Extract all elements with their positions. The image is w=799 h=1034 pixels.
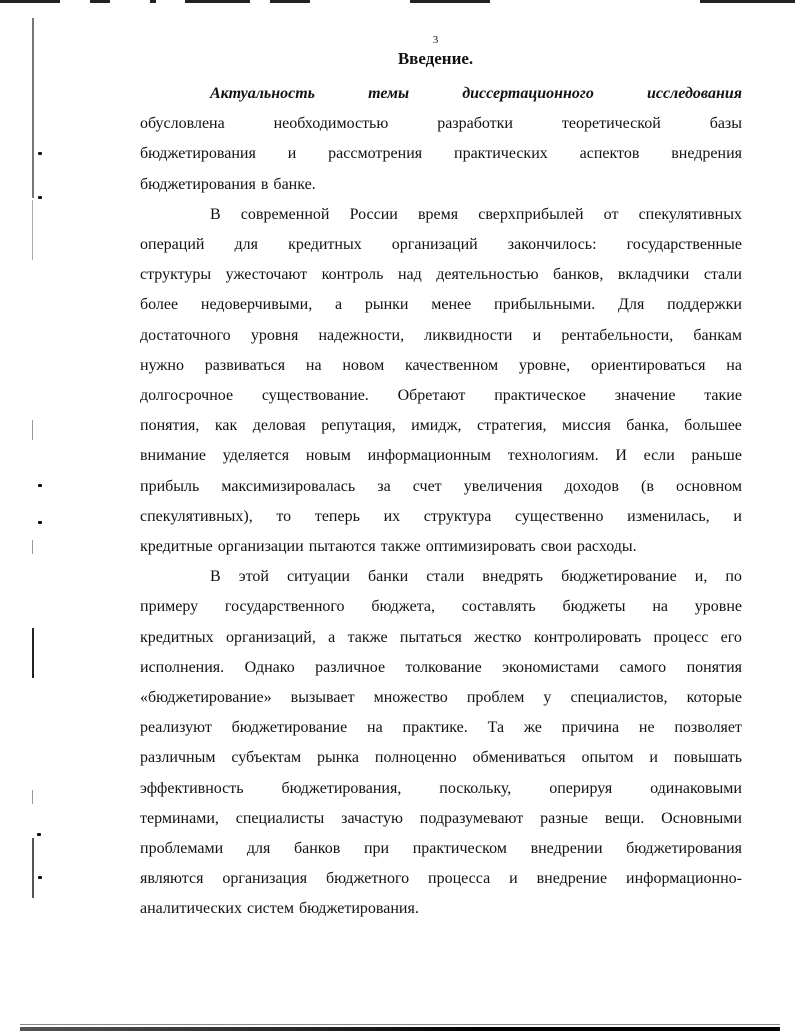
scan-artifact-dot [37,833,41,836]
word: множество [373,689,448,706]
word: операций [140,236,205,253]
word: уровне, [518,356,571,374]
text-line [140,748,742,768]
word: бюджеты [562,598,626,616]
scan-artifact-dot [38,484,42,487]
word: оптимизировать [425,538,536,555]
word: а [328,628,336,646]
word: рынка [317,749,359,767]
text-line [140,175,742,195]
word: ориентироваться [590,356,706,374]
word: банки [368,568,409,586]
word: причина [561,719,620,737]
word: имидж, [411,417,462,435]
word: менее [431,296,472,314]
text-line [140,628,742,648]
text-line [140,537,742,557]
word: миссия [562,417,611,435]
word: бюджетирования [140,175,256,193]
scan-artifact-left-edge [32,200,33,260]
word: подразумевают [419,809,524,827]
word: аспектов [579,145,640,163]
word: как [214,417,238,435]
scan-artifact-dot [38,521,42,524]
text-line [210,205,742,225]
word: и [532,326,542,344]
word: информационным [367,447,492,465]
page-title: Введение. [397,49,474,68]
scan-artifact-top [0,0,799,6]
word: экономистами [502,658,599,676]
word: понятия, [140,417,200,435]
text-line [140,839,742,859]
word: существенно [515,507,604,525]
word: и, [694,568,708,586]
word: надежности, [318,326,405,344]
text-line [140,235,742,255]
word: а [334,296,343,314]
word: банкам [693,326,742,344]
word: Для [618,296,645,314]
word: банков [293,840,341,857]
word: зачастую [341,809,403,827]
word: повышать [673,749,742,767]
word: одинаковыми [650,779,742,797]
word: основном [676,477,742,495]
scan-artifact-left-edge [32,18,34,198]
word: В [210,568,221,586]
word: контроль [321,266,384,284]
word: организаций [391,236,478,253]
word: внедрять [482,568,544,586]
word: сверхприбылей [478,205,584,223]
word: темы [368,85,410,102]
scan-artifact-dot [38,152,42,155]
word: различным [140,749,216,767]
word: терминами, [140,809,219,827]
word: их [383,507,401,525]
word: кредитные [140,538,213,555]
word: бюджетирование [561,568,677,586]
word: теоретической [561,115,661,133]
word: бюджетирования [140,145,256,163]
word: и [649,749,658,767]
word: на [652,598,668,616]
text-line [140,507,742,527]
word: более [140,296,179,314]
word: существование. [261,387,369,404]
word: уделяется [222,447,290,465]
word: то [276,507,292,525]
word: жестко [474,628,522,646]
word: рентабельности, [561,326,674,344]
word: для [246,840,271,857]
word: исполнения. [140,658,225,676]
word: долгосрочное [140,387,234,404]
scan-artifact-left-edge [32,790,33,804]
word: большее [684,417,742,435]
word: изменилась, [627,507,710,525]
word: банков, [553,266,604,284]
word: субъектам [231,749,302,767]
text-line [140,416,742,436]
word: рассмотрения [328,145,423,163]
word: практическом [412,840,507,857]
word: на [367,719,383,737]
word: стали [426,568,465,586]
word: внимание [140,447,207,465]
word: ликвидности [424,326,513,344]
word: и [287,145,297,163]
word: свои [540,538,572,555]
word: структура [423,507,492,525]
word: значение [614,387,676,404]
word: также [347,628,388,646]
scan-artifact-left-edge [32,420,33,440]
text-line [140,597,742,617]
word: практике. [402,719,468,737]
word: пытаются [308,538,376,555]
word: различное [315,658,386,676]
word: деятельностью [436,266,539,284]
word: по [725,568,742,586]
word: достаточного [140,326,231,344]
word: Однако [244,658,295,676]
word: бюджетирование [231,719,348,737]
word: ужесточают [225,266,308,284]
word: нужно [140,356,184,374]
word: обусловлена [140,115,225,133]
word: над [397,266,422,284]
word: стали [703,266,742,284]
word: при [363,840,390,857]
word: рынки [364,296,409,314]
word: составлять [461,598,536,616]
word: пытаться [399,628,462,646]
page-number: 3 [432,34,439,46]
text-line [140,899,742,919]
word: оперируя [549,779,613,797]
word: Основными [661,809,742,827]
word: обмениваться [472,749,566,767]
word: позволяет [674,719,742,737]
word: кредитных [140,628,214,646]
word: закончилось: [507,236,597,253]
word: разные [540,809,588,827]
word: спекулятивных [638,205,742,223]
word: бюджетирования [626,840,742,857]
word: реализуют [140,719,212,737]
text-line [140,869,742,889]
word: новом [342,356,385,374]
word: контролировать [533,628,642,646]
word: России [349,205,398,223]
word: расходы. [576,538,637,555]
word: проблемами [140,840,224,857]
word: специалисты [235,809,325,827]
text-line [140,688,742,708]
word: Та [487,719,505,737]
word: за [377,477,391,495]
word: развиваться [204,356,286,374]
text-line [140,658,742,678]
word: процесса [428,870,491,888]
word: технологиям. [507,447,599,465]
word: также [380,538,421,555]
word: вещи. [604,809,645,827]
word: теперь [314,507,360,525]
word: В [210,205,221,223]
word: И [615,447,627,465]
word: доходов [564,477,619,495]
word: понятия [686,658,742,676]
scan-artifact-dot [38,876,42,879]
word: счет [412,477,442,495]
word: Обретают [397,387,466,404]
word: новым [305,447,351,465]
word: репутация, [321,417,396,435]
word: его [720,628,742,646]
word: «бюджетирование» [140,689,272,706]
scan-artifact-left-edge [32,540,33,554]
word: для [234,236,258,253]
word: стратегия, [477,417,547,435]
word: базы [709,115,742,133]
word: организаций, [225,628,316,646]
word: качественном [404,356,499,374]
word: не [638,719,655,737]
word: бюджетирования, [281,779,402,797]
word: банка, [626,417,669,435]
word: процесс [653,628,709,646]
word: внедрения [671,145,742,163]
word: организация [222,870,308,888]
word: уровне [694,598,742,616]
word: современной [240,205,330,223]
word: и [733,507,742,525]
word: информационно- [626,870,742,888]
word: банке. [273,175,316,193]
text-line [210,84,742,104]
word: опытом [581,749,634,767]
word: у [543,689,552,706]
word: в [260,175,269,193]
word: Актуальность [210,85,315,102]
word: систем [247,900,294,918]
word: примеру [140,598,199,616]
word: бюджета, [371,598,435,616]
word: от [603,205,619,223]
text-line [140,114,742,134]
word: государственного [224,598,345,616]
text-line [140,477,742,497]
word: внедрение [536,870,608,888]
word: деловая [252,417,306,435]
word: и [509,870,518,888]
word: максимизировалась [221,477,356,495]
word: диссертационного [462,85,594,102]
text-line [140,779,742,799]
scan-artifact-bottom [20,1024,780,1025]
word: спекулятивных), [140,507,253,525]
text-line [210,567,742,587]
text-line [140,386,742,406]
word: организации [217,538,304,555]
word: время [417,205,459,223]
word: этой [238,568,269,586]
word: государственные [626,236,742,253]
text-line [140,718,742,738]
word: поддержки [667,296,742,314]
word: практических [454,145,548,163]
word: увеличения [463,477,543,495]
word: раньше [691,447,742,465]
word: вызывает [290,689,355,706]
scan-artifact-left-edge [32,628,34,678]
word: практическое [494,387,586,404]
word: (в [641,477,654,495]
word: которые [686,689,742,706]
word: специалистов, [570,689,668,706]
word: недоверчивыми, [200,296,313,314]
word: разработки [437,115,513,133]
word: такие [704,387,742,404]
word: бюджетирования. [298,900,419,918]
word: поскольку, [439,779,512,797]
word: внедрении [530,840,603,857]
word: на [726,356,742,374]
word: эффективность [140,779,244,797]
word: кредитных [288,236,362,253]
word: уровня [250,326,299,344]
text-line [140,265,742,285]
scan-artifact-left-edge [32,838,34,898]
text-line [140,326,742,346]
word: прибыль [140,477,200,495]
word: же [523,719,542,737]
word: если [643,447,675,465]
word: аналитических [140,900,242,918]
text-line [140,356,742,376]
text-line [140,446,742,466]
word: проблем [466,689,525,706]
word: прибыльными. [494,296,596,314]
text-line [140,144,742,164]
text-line [140,809,742,829]
word: необходимостью [273,115,389,133]
text-line [140,295,742,315]
scan-artifact-dot [38,196,42,199]
word: бюджетного [326,870,410,888]
word: на [305,356,322,374]
word: вкладчики [617,266,690,284]
word: самого [619,658,667,676]
word: являются [140,870,204,888]
word: исследования [646,85,742,102]
word: ситуации [286,568,350,586]
word: полноценно [374,749,457,767]
word: структуры [140,266,212,284]
scan-artifact-bottom [20,1027,780,1031]
word: толкование [405,658,482,676]
